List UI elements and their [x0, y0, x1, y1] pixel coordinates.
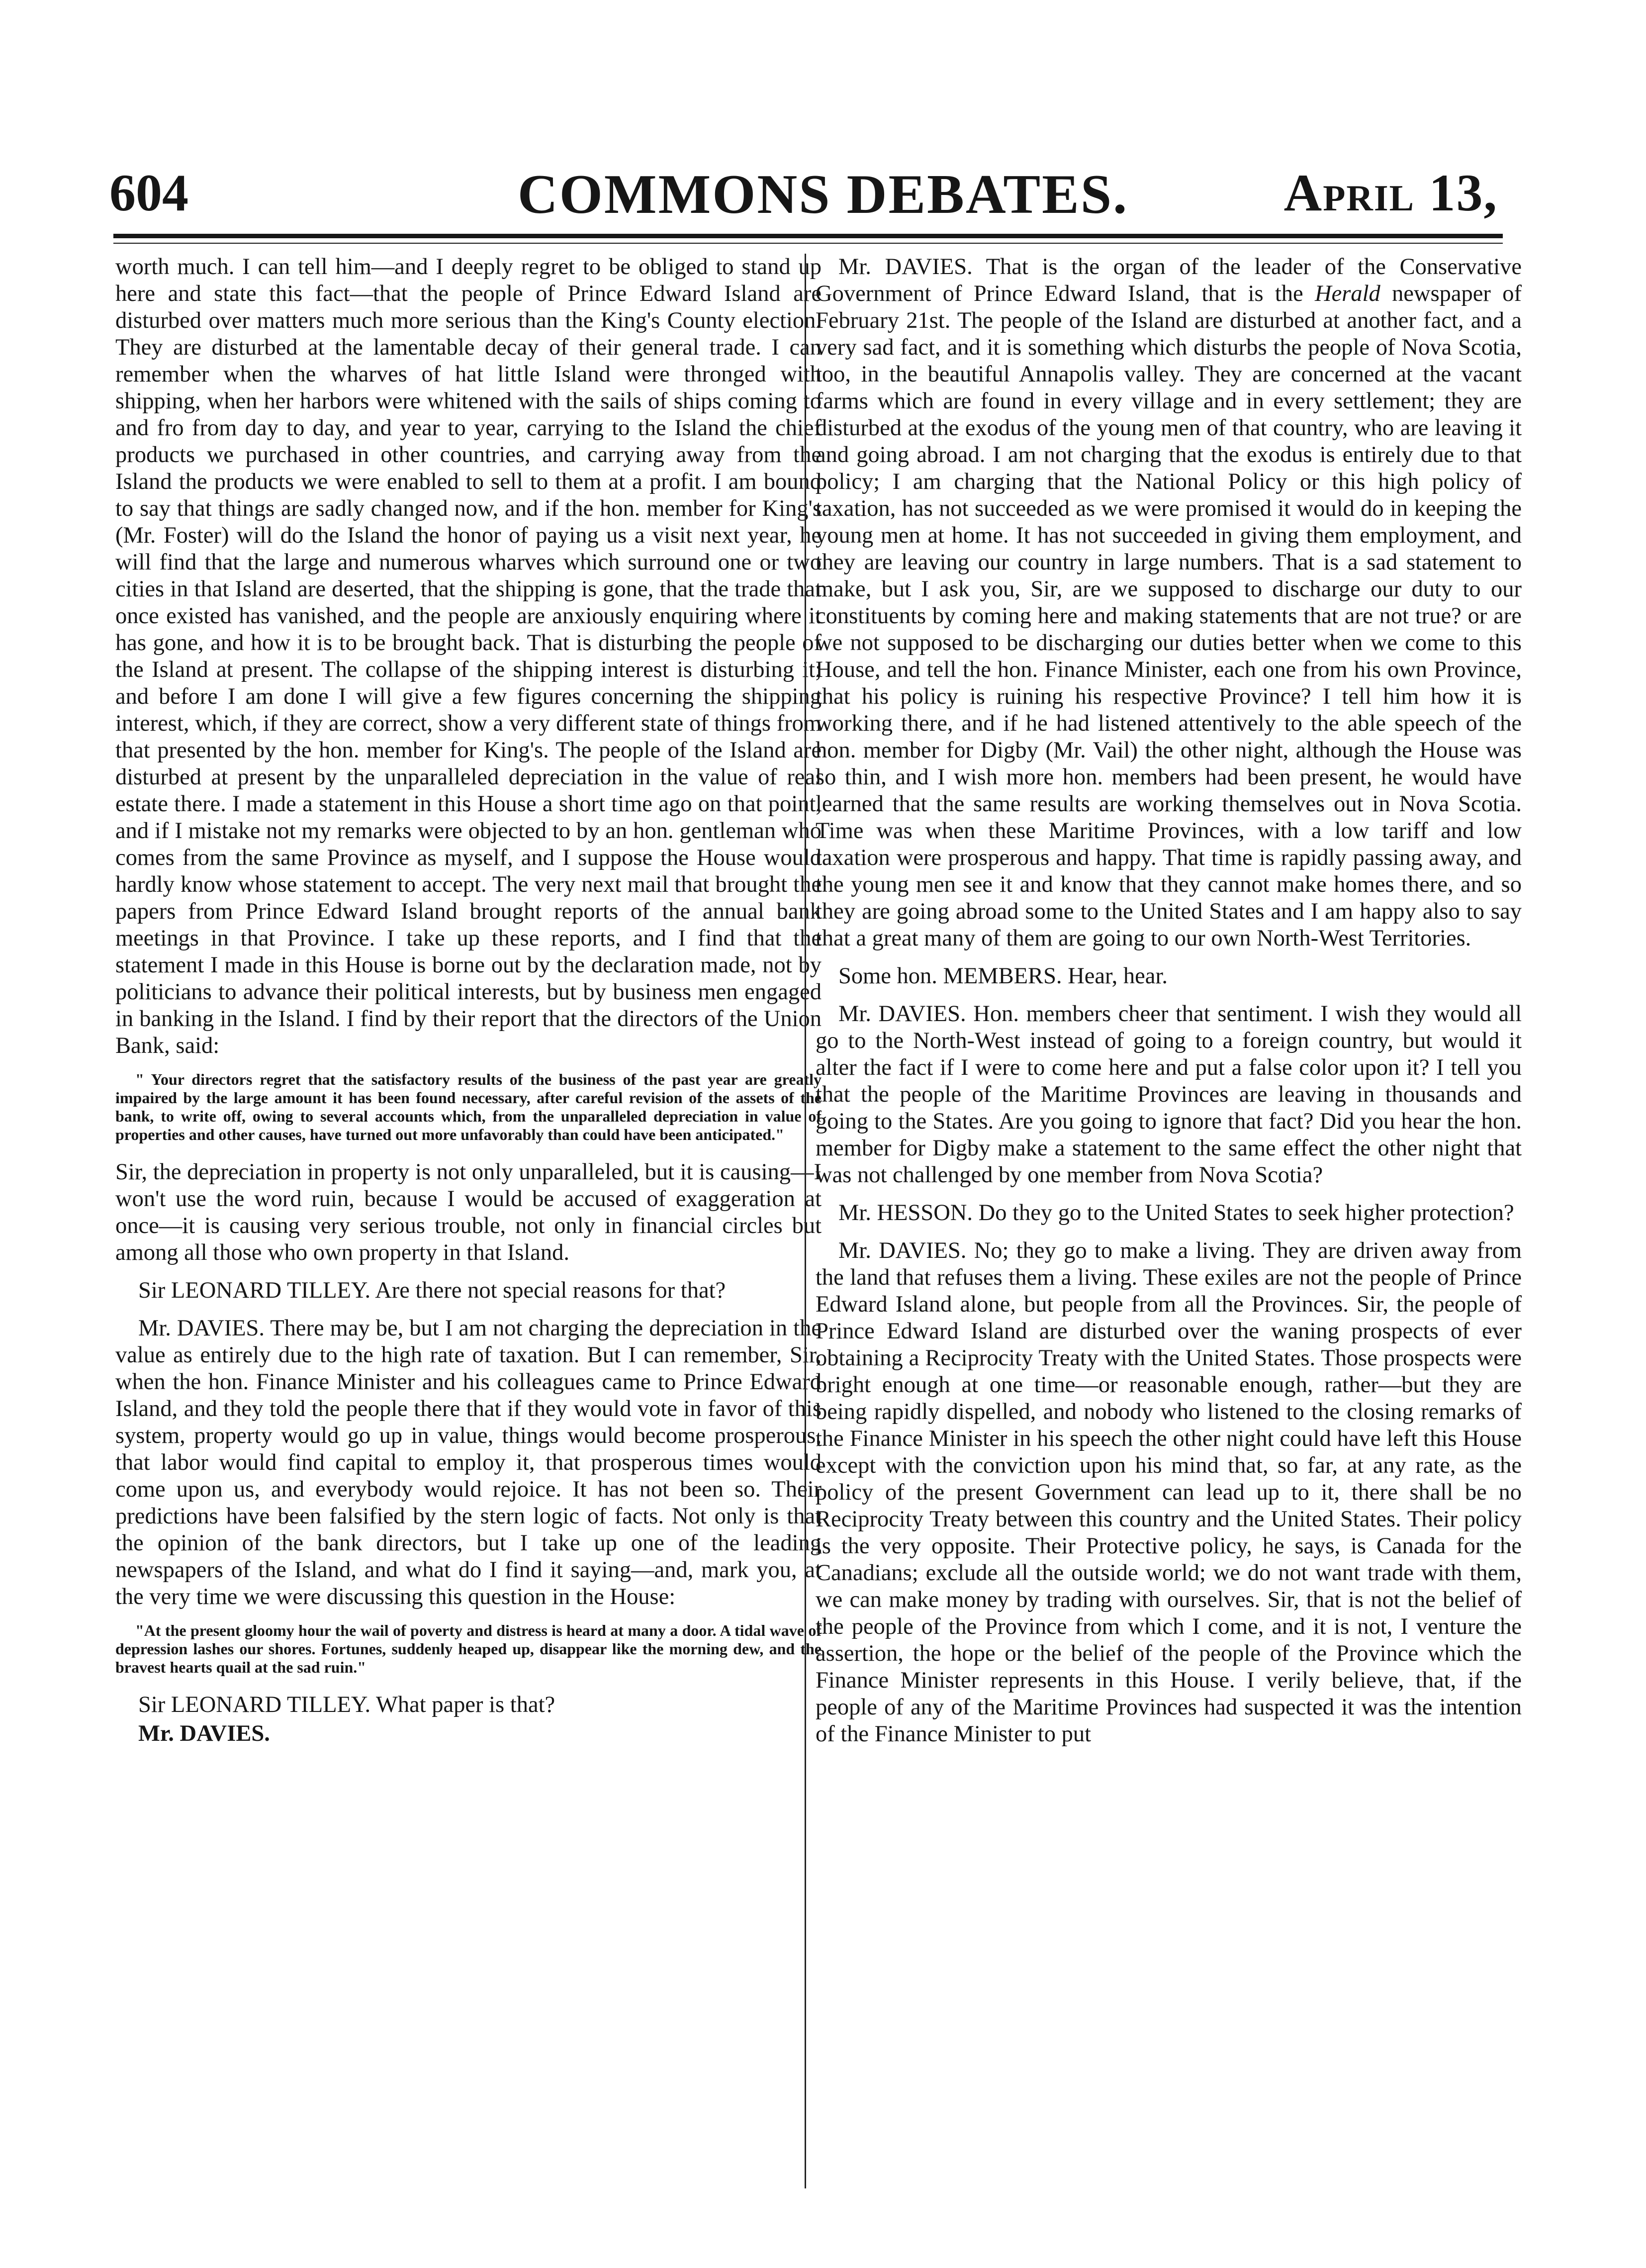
column-divider [805, 254, 806, 2188]
speech-text: Do they go to the United States to seek higher protection? [978, 1200, 1514, 1226]
speech [816, 963, 1522, 990]
header-rule [113, 234, 1503, 238]
speech [816, 1200, 1522, 1227]
right-column [816, 254, 1522, 2218]
speaker-name: Mr. DAVIES. [138, 1316, 265, 1341]
speaker-name: Mr. DAVIES. [838, 1238, 967, 1263]
speech [816, 1001, 1522, 1189]
speech-text: Are there not special reasons for that? [375, 1278, 726, 1303]
speech [816, 254, 1522, 952]
left-column [115, 254, 822, 2218]
speaker-name: Sir LEONARD TILLEY. [138, 1278, 371, 1303]
speech-text: Hear, hear. [1068, 963, 1168, 989]
page-header [0, 0, 1646, 229]
speaker-name: Sir LEONARD TILLEY. [138, 1692, 371, 1717]
speech [115, 1277, 822, 1304]
speech [115, 1692, 822, 1718]
newspaper-quote: "At the present gloomy hour the wail of poverty and distress is heard at many a door. A tidal wave of depression lashes our shores. Fortunes, suddenly heaped up, disappear like the morning dew, and the bravest hearts quail at the sad ruin." [115, 1621, 822, 1676]
bank-report-quote: " Your directors regret that the satisfactory results of the business of the past year are greatly impaired by the large amount it has been found necessary, after careful revision of the assets of the bank, to write off, owing to several accounts which, from the unparalleled depreciation in value of properties and other causes, have turned out more unfavorably than could have been anticipated." [115, 1070, 822, 1143]
speaker-name: Some hon. MEMBERS. [838, 963, 1062, 989]
speech-text: What paper is that? [375, 1692, 555, 1717]
speaker-name: Mr. DAVIES. [838, 1001, 966, 1027]
speaker-name: Mr. HESSON. [838, 1200, 973, 1226]
newspaper-name: Herald [1315, 281, 1380, 306]
speaker-name: Mr. DAVIES. [838, 254, 973, 280]
paragraph: worth much. I can tell him—and I deeply regret to be obliged to stand up here and state this fact—that the people of Prince Edward Island are disturbed over matters much more serious than the King's County election. They are disturbed at the lamentable decay of their general trade. I can remember when the wharves of hat little Island were thronged with shipping, when her harbors were whitened with the sails of ships coming to and fro from day to day, and year to year, carrying to the Island the chief products we purchased in other countries, and carrying away from the Island the products we were enabled to sell to them at a profit. I am bound to say that things are sadly changed now, and if the hon. member for King's (Mr. Foster) will do the Island the honor of paying us a visit next year, he will find that the large and numerous wharves which surround one or two cities in that Island are deserted, that the shipping is gone, that the trade that once existed has vanished, and the people are anxiously enquiring where it has gone, and how it is to be brought back. That is disturbing the people of the Island at present. The collapse of the shipping interest is disturbing it; and before I am done I will give a few figures concerning the shipping interest, which, if they are correct, show a very different state of things from that presented by the hon. member for King's. The people of the Island are disturbed at present by the unparalleled depreciation in the value of real estate there. I made a statement in this House a short time ago on that point, and if I mistake not my remarks were objected to by an hon. gentleman who comes from the same Province as myself, and I suppose the House would hardly know whose statement to accept. The very next mail that brought the papers from Prince Edward Island brought reports of the annual bank meetings in that Province. I take up these reports, and I find that the statement I made in this House is borne out by the declaration made, not by politicians to advance their political interests, but by business men engaged in banking in the Island. I find by their report that the directors of the Union Bank, said: [115, 254, 822, 1058]
speech-text: There may be, but I am not charging the depreciation in the value as entirely due to the high rate of taxation. But I can remember, Sir, when the hon. Finance Minister and his colleagues came to Prince Edward Island, and they told the people there that if they would vote in favor of this system, property would go up in value, things would become prosperous, that labor would find capital to employ it, that prosperous times would come upon us, and everybody would rejoice. It has not been so. Their predictions have been falsified by the stern logic of facts. Not only is that the opinion of the bank directors, but I take up one of the leading newspapers of the Island, and what do I find it saying—and, mark you, at the very time we were discussing this question in the House: [115, 1316, 822, 1609]
speech-text: Hon. members cheer that sentiment. I wish they would all go to the North-West instead of going to a foreign country, but would it alter the fact if I were to come here and put a false color upon it? I tell you that the people of the Maritime Provinces are leaving in thousands and going to the States. Are you going to ignore that fact? Did you hear the hon. member for Digby make a statement to the same effect the other night that was not challenged by one member from Nova Scotia? [816, 1001, 1522, 1188]
speaker-name: Mr. DAVIES. [138, 1721, 270, 1746]
page-title: COMMONS DEBATES. [517, 164, 1129, 225]
speech-text: No; they go to make a living. They are driven away from the land that refuses them a living. These exiles are not the people of Prince Edward Island alone, but people from all the Provinces. Sir, the people of Prince Edward Island are disturbed over the waning prospects of ever obtaining a Reciprocity Treaty with the United States. Those prospects were bright enough at one time—or reasonable enough, rather—but they are being rapidly dispelled, and nobody who listened to the closing remarks of the Finance Minister in his speech the other night could have left this House except with the conviction upon his mind that, so far, at any rate, as the policy of the present Government can lead up to it, there shall be no Reciprocity Treaty between this country and the United States. Their policy is the very opposite. Their Protective policy, he says, is Canada for the Canadians; exclude all the outside world; we do not want trade with them, we can make money by trading with ourselves. Sir, that is not the belief of the people of the Province from which I come, and it is not, I venture the assertion, the hope or the belief of the people of the Province which the Finance Minister represents in this House. I verily believe, that, if the people of any of the Maritime Provinces had suspected it was the intention of the Finance Minister to put [816, 1238, 1522, 1747]
speech [115, 1315, 822, 1610]
header-rule-thin [113, 243, 1503, 244]
speech-text: That is the organ of the leader of the Conservative Government of Prince Edward Island, that is the [816, 254, 1522, 306]
speech [816, 1237, 1522, 1748]
speech-text: newspaper of February 21st. The people of the Island are disturbed at another fact, and a very sad fact, and it is something which disturbs the people of Nova Scotia, too, in the beautiful Annapolis valley. They are concerned at the vacant farms which are found in every village and in every settlement; they are disturbed at the exodus of the young men of that country, who are leaving it and going abroad. I am not charging that the exodus is entirely due to that policy; I am charging that the National Policy or this high policy of taxation, has not succeeded as we were promised it would do in keeping the young men at home. It has not succeeded in giving them employment, and they are leaving our country in large numbers. That is a sad statement to make, but I ask you, Sir, are we supposed to discharge our duty to our constituents by coming here and making statements that are not true? or are we not supposed to be discharging our duties better when we come to this House, and tell the hon. Finance Minister, each one from his own Province, that his policy is ruining his respective Province? I tell him how it is working there, and if he had listened attentively to the able speech of the hon. member for Digby (Mr. Vail) the other night, although the House was so thin, and I wish more hon. members had been present, he would have learned that the same results are working themselves out in Nova Scotia. Time was when these Maritime Provinces, with a low tariff and low taxation were prosperous and happy. That time is rapidly passing away, and the young men see it and know that they cannot make homes there, and so they are going abroad some to the United States and I am happy also to say that a great many of them are going to our own North-West Territories. [816, 281, 1522, 951]
paragraph: Sir, the depreciation in property is not only unparalleled, but it is causing—I won't use the word ruin, because I would be accused of exaggeration at once—it is causing very serious trouble, not only in financial circles but among all those who own property in that Island. [115, 1159, 822, 1265]
page-number: 604 [109, 164, 188, 222]
page-date: April 13, [1283, 164, 1498, 222]
